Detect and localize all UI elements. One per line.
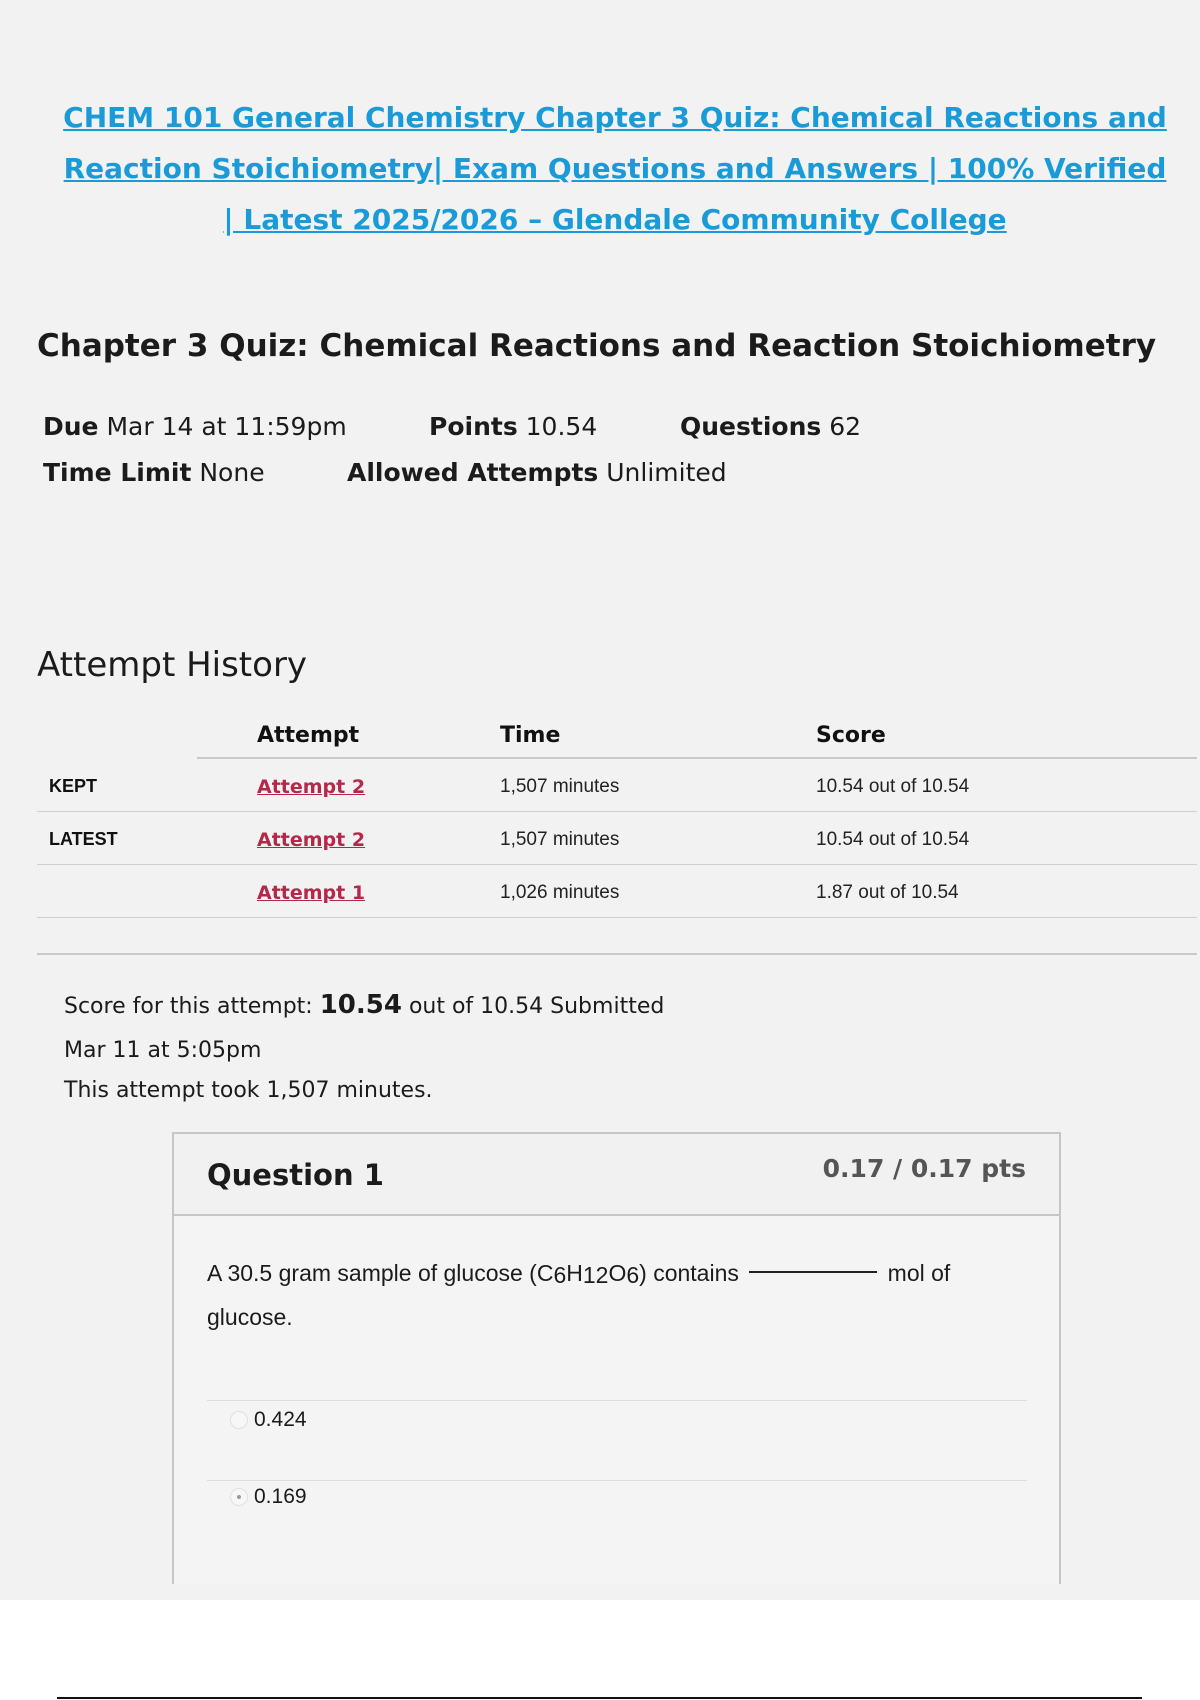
attempt-time: 1,507 minutes [500,776,620,797]
allowed-attempts-value: Unlimited [606,458,727,487]
time-limit-value: None [199,458,265,487]
attempt-score: 10.54 out of 10.54 [816,829,970,850]
attempt-score-line [64,990,664,1020]
column-header-time: Time [500,723,561,748]
question-text-part: H [566,1260,583,1286]
row-label: LATEST [49,829,118,849]
attempt-score: 10.54 out of 10.54 [816,776,970,797]
question-text-part: A 30.5 gram sample of glucose (C [207,1260,554,1286]
question-text-part: mol of glucose. [207,1260,951,1330]
attempt-time: 1,507 minutes [500,829,620,850]
attempt-score: 1.87 out of 10.54 [816,882,959,903]
allowed-attempts-label: Allowed Attempts [347,458,599,487]
question-text-part: ) contains [639,1260,739,1286]
question-title: Question 1 [207,1158,384,1192]
document-title-link[interactable]: CHEM 101 General Chemistry Chapter 3 Quiz: Chemical Reactions and Reaction Stoichiometry| Exam Questions and Answers | 100% Verified | Latest 2025/2026 – Glendale Community College [63,101,1167,236]
column-header-attempt: Attempt [257,723,360,748]
points-label: Points [429,412,518,441]
quiz-title: Chapter 3 Quiz: Chemical Reactions and Reaction Stoichiometry [37,328,1157,364]
radio-button-selected[interactable] [230,1488,248,1506]
radio-button[interactable] [230,1411,248,1429]
score-prefix: Score for this attempt: [64,994,313,1019]
subscript: 6 [553,1262,567,1288]
answer-option[interactable] [254,1408,307,1432]
answer-divider [207,1400,1027,1401]
score-suffix: out of 10.54 Submitted [408,994,665,1019]
questions-label: Questions [680,412,822,441]
questions-value: 62 [829,412,862,441]
attempt-time: 1,026 minutes [500,882,620,903]
answer-label: 0.169 [254,1485,307,1508]
score-value: 10.54 [319,990,402,1020]
due-label: Due [43,412,99,441]
subscript: 6 [626,1262,640,1288]
time-limit-label: Time Limit [43,458,192,487]
question-points: 0.17 / 0.17 pts [822,1154,1026,1183]
question-text-part: O [608,1260,627,1286]
time-limit [43,458,265,487]
table-row [37,865,1197,918]
allowed-attempts [347,458,727,487]
attempt-history-table [37,715,1197,918]
table-row [37,812,1197,865]
table-header [197,715,1197,759]
due-value: Mar 14 at 11:59pm [106,412,347,441]
attempt-history-heading: Attempt History [37,645,308,685]
answer-divider [207,1480,1027,1481]
attempt-link[interactable]: Attempt 1 [257,882,366,904]
answer-blank [749,1271,877,1273]
attempt-link[interactable]: Attempt 2 [257,776,366,798]
attempt-duration: This attempt took 1,507 minutes. [64,1078,433,1103]
question-card [172,1132,1061,1584]
subscript: 12 [582,1262,609,1288]
answer-label: 0.424 [254,1408,307,1431]
due-date [43,412,347,441]
column-header-score: Score [816,723,886,748]
table-row [37,759,1197,812]
question-text [207,1252,1027,1338]
points [429,412,597,441]
row-label: KEPT [49,776,98,796]
question-header [174,1134,1059,1216]
divider [37,953,1197,955]
questions-count [680,412,861,441]
answer-option[interactable] [254,1485,307,1509]
points-value: 10.54 [525,412,598,441]
submitted-at: Mar 11 at 5:05pm [64,1038,262,1063]
footer-rule [57,1697,1142,1699]
attempt-link[interactable]: Attempt 2 [257,829,366,851]
